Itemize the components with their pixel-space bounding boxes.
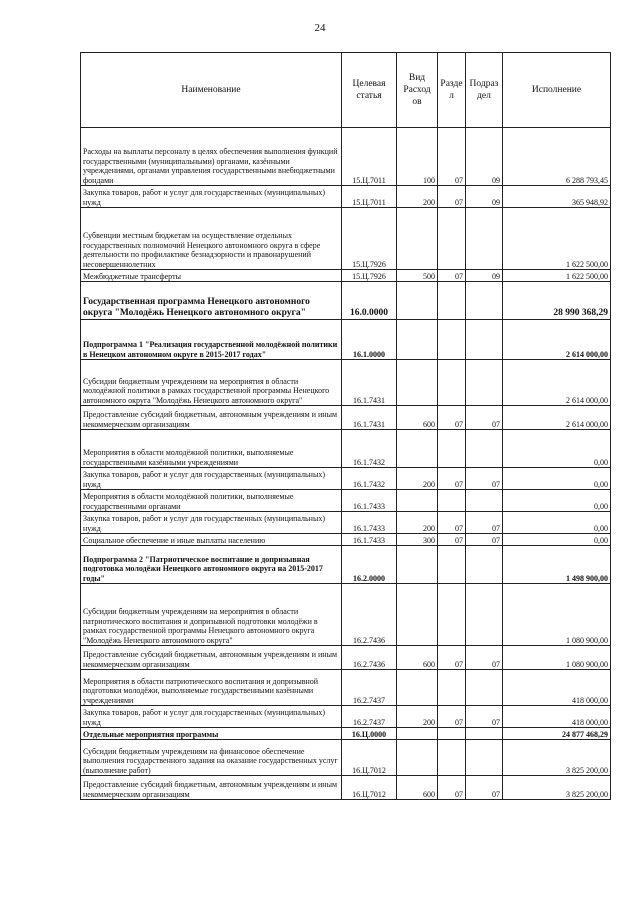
cell-target: 16.1.7433 <box>342 512 397 534</box>
cell-type <box>397 360 438 406</box>
cell-amount: 418 000,00 <box>503 670 611 706</box>
cell-name: Мероприятия в области молодёжной политики, выполняемые государственными органами <box>81 490 342 512</box>
cell-section: 07 <box>438 534 466 546</box>
cell-amount: 1 498 900,00 <box>503 546 611 584</box>
cell-amount: 1 080 900,00 <box>503 646 611 670</box>
cell-type: 200 <box>397 512 438 534</box>
table-row <box>81 208 611 270</box>
cell-section: 07 <box>438 646 466 670</box>
header-section: Разде л <box>438 53 466 128</box>
header-name: Наименование <box>81 53 342 128</box>
cell-subsection: 07 <box>466 534 503 546</box>
cell-amount: 2 614 000,00 <box>503 320 611 360</box>
cell-subsection: 07 <box>466 776 503 800</box>
cell-type <box>397 584 438 646</box>
cell-subsection <box>466 670 503 706</box>
cell-amount: 2 614 000,00 <box>503 360 611 406</box>
cell-amount: 0,00 <box>503 430 611 468</box>
cell-type: 100 <box>397 128 438 186</box>
cell-section: 07 <box>438 270 466 282</box>
table-row <box>81 270 611 282</box>
cell-name: Межбюджетные трансферты <box>81 270 342 282</box>
cell-target: 15.Ц.7011 <box>342 186 397 208</box>
cell-amount: 1 622 500,00 <box>503 208 611 270</box>
cell-subsection: 09 <box>466 270 503 282</box>
cell-subsection <box>466 728 503 740</box>
cell-type: 600 <box>397 776 438 800</box>
header-row <box>81 53 611 128</box>
cell-target: 16.1.7432 <box>342 468 397 490</box>
cell-target: 16.Ц.0000 <box>342 728 397 740</box>
cell-target: 16.1.7433 <box>342 490 397 512</box>
header-target: Целевая статья <box>342 53 397 128</box>
cell-target: 16.1.7431 <box>342 360 397 406</box>
cell-target: 15.Ц.7926 <box>342 270 397 282</box>
cell-subsection <box>466 546 503 584</box>
cell-subsection: 09 <box>466 128 503 186</box>
cell-name: Субсидии бюджетным учреждениям на мероприятия в области молодёжной политики в рамках государственной программы Ненецкого автономного округа "Молодёжь Ненецкого автономного округа" <box>81 360 342 406</box>
cell-name: Субсидии бюджетным учреждениям на мероприятия в области патриотического воспитания и допризывной подготовки молодёжи в рамках государственной программы Ненецкого автономного округа "Молодёжь Ненецкого автономного округа" <box>81 584 342 646</box>
table-row <box>81 468 611 490</box>
table-row <box>81 534 611 546</box>
header-subsection: Подраз дел <box>466 53 503 128</box>
cell-type <box>397 208 438 270</box>
cell-type <box>397 282 438 320</box>
table-row <box>81 360 611 406</box>
table-row <box>81 512 611 534</box>
cell-amount: 3 825 200,00 <box>503 776 611 800</box>
table-row <box>81 430 611 468</box>
cell-target: 16.1.7433 <box>342 534 397 546</box>
cell-amount: 0,00 <box>503 534 611 546</box>
cell-subsection: 09 <box>466 186 503 208</box>
cell-subsection <box>466 584 503 646</box>
cell-type <box>397 670 438 706</box>
cell-subsection <box>466 430 503 468</box>
cell-amount: 0,00 <box>503 512 611 534</box>
cell-type: 500 <box>397 270 438 282</box>
table-row <box>81 776 611 800</box>
cell-target: 16.2.7436 <box>342 646 397 670</box>
page-number: 24 <box>314 22 326 34</box>
cell-section <box>438 320 466 360</box>
cell-target: 16.2.7437 <box>342 670 397 706</box>
cell-amount: 6 288 793,45 <box>503 128 611 186</box>
cell-name: Мероприятия в области молодёжной политики, выполняемые государственными казёнными учреждениями <box>81 430 342 468</box>
cell-type <box>397 546 438 584</box>
cell-section <box>438 728 466 740</box>
cell-amount: 0,00 <box>503 468 611 490</box>
cell-subsection: 07 <box>466 406 503 430</box>
table-row <box>81 406 611 430</box>
cell-type <box>397 490 438 512</box>
cell-name: Подпрограмма 2 "Патриотическое воспитание и допризывная подготовка молодёжи Ненецкого автономного округа на 2015-2017 годы" <box>81 546 342 584</box>
cell-name: Субвенции местным бюджетам на осуществление отдельных государственных полномочий Ненецкого автономного округа в сфере деятельности по профилактике безнадзорности и правонарушений несовершеннолетних <box>81 208 342 270</box>
table-row <box>81 646 611 670</box>
cell-amount: 0,00 <box>503 490 611 512</box>
cell-section <box>438 584 466 646</box>
cell-subsection <box>466 208 503 270</box>
header-execution: Исполнение <box>503 53 611 128</box>
cell-type: 200 <box>397 706 438 728</box>
cell-subsection <box>466 490 503 512</box>
table-row <box>81 282 611 320</box>
cell-name: Закупка товаров, работ и услуг для государственных (муниципальных) нужд <box>81 186 342 208</box>
cell-target: 16.2.7437 <box>342 706 397 728</box>
cell-name: Предоставление субсидий бюджетным, автономным учреждениям и иным некоммерческим организациям <box>81 406 342 430</box>
cell-section: 07 <box>438 512 466 534</box>
cell-section: 07 <box>438 468 466 490</box>
cell-target: 16.1.7432 <box>342 430 397 468</box>
cell-type: 600 <box>397 646 438 670</box>
cell-target: 16.Ц.7012 <box>342 776 397 800</box>
cell-amount: 24 877 468,29 <box>503 728 611 740</box>
cell-section: 07 <box>438 128 466 186</box>
cell-subsection <box>466 360 503 406</box>
cell-section: 07 <box>438 776 466 800</box>
cell-type <box>397 320 438 360</box>
cell-name: Закупка товаров, работ и услуг для государственных (муниципальных) нужд <box>81 468 342 490</box>
cell-subsection <box>466 282 503 320</box>
cell-target: 16.Ц.7012 <box>342 740 397 776</box>
table-row <box>81 490 611 512</box>
cell-subsection <box>466 320 503 360</box>
cell-section <box>438 282 466 320</box>
cell-subsection: 07 <box>466 646 503 670</box>
header-type: Вид Расход ов <box>397 53 438 128</box>
budget-table <box>80 52 611 800</box>
cell-name: Предоставление субсидий бюджетным, автономным учреждениям и иным некоммерческим организациям <box>81 646 342 670</box>
cell-target: 16.0.0000 <box>342 282 397 320</box>
cell-section <box>438 546 466 584</box>
cell-section <box>438 430 466 468</box>
cell-type <box>397 740 438 776</box>
cell-subsection: 07 <box>466 512 503 534</box>
cell-target: 15.Ц.7926 <box>342 208 397 270</box>
cell-target: 16.1.0000 <box>342 320 397 360</box>
cell-name: Предоставление субсидий бюджетным, автономным учреждениям и иным некоммерческим организациям <box>81 776 342 800</box>
cell-name: Закупка товаров, работ и услуг для государственных (муниципальных) нужд <box>81 706 342 728</box>
cell-amount: 365 948,92 <box>503 186 611 208</box>
cell-section: 07 <box>438 186 466 208</box>
cell-name: Закупка товаров, работ и услуг для государственных (муниципальных) нужд <box>81 512 342 534</box>
cell-section <box>438 490 466 512</box>
cell-name: Отдельные мероприятия программы <box>81 728 342 740</box>
cell-name: Государственная программа Ненецкого автономного округа "Молодёжь Ненецкого автономного округа" <box>81 282 342 320</box>
table-row <box>81 546 611 584</box>
table-row <box>81 320 611 360</box>
table-row <box>81 706 611 728</box>
cell-name: Подпрограмма 1 "Реализация государственной молодёжной политики в Ненецком автономном округе в 2015-2017 годах" <box>81 320 342 360</box>
cell-section <box>438 208 466 270</box>
cell-target: 16.2.0000 <box>342 546 397 584</box>
cell-amount: 1 080 900,00 <box>503 584 611 646</box>
cell-subsection <box>466 740 503 776</box>
cell-subsection: 07 <box>466 468 503 490</box>
cell-name: Субсидии бюджетным учреждениям на финансовое обеспечение выполнения государственного задания на оказание государственных услуг (выполнение работ) <box>81 740 342 776</box>
cell-amount: 418 000,00 <box>503 706 611 728</box>
table-row <box>81 128 611 186</box>
cell-name: Мероприятия в области патриотического воспитания и допризывной подготовки молодёжи, выполняемые государственными казёнными учреждениями <box>81 670 342 706</box>
cell-type: 200 <box>397 186 438 208</box>
cell-amount: 28 990 368,29 <box>503 282 611 320</box>
cell-type <box>397 430 438 468</box>
table-row <box>81 740 611 776</box>
cell-amount: 3 825 200,00 <box>503 740 611 776</box>
table-row <box>81 584 611 646</box>
table-row <box>81 670 611 706</box>
cell-target: 15.Ц.7011 <box>342 128 397 186</box>
cell-section: 07 <box>438 406 466 430</box>
cell-section <box>438 740 466 776</box>
cell-target: 16.1.7431 <box>342 406 397 430</box>
cell-type <box>397 728 438 740</box>
cell-type: 300 <box>397 534 438 546</box>
table-row <box>81 728 611 740</box>
cell-subsection: 07 <box>466 706 503 728</box>
cell-type: 600 <box>397 406 438 430</box>
cell-name: Расходы на выплаты персоналу в целях обеспечения выполнения функций государственными (муниципальными) органами, казёнными учреждениями, органами управления государственными внебюджетными фондами <box>81 128 342 186</box>
cell-section: 07 <box>438 706 466 728</box>
cell-type: 200 <box>397 468 438 490</box>
cell-target: 16.2.7436 <box>342 584 397 646</box>
cell-amount: 1 622 500,00 <box>503 270 611 282</box>
table-row <box>81 186 611 208</box>
cell-name: Социальное обеспечение и иные выплаты населению <box>81 534 342 546</box>
cell-amount: 2 614 000,00 <box>503 406 611 430</box>
cell-section <box>438 360 466 406</box>
cell-section <box>438 670 466 706</box>
